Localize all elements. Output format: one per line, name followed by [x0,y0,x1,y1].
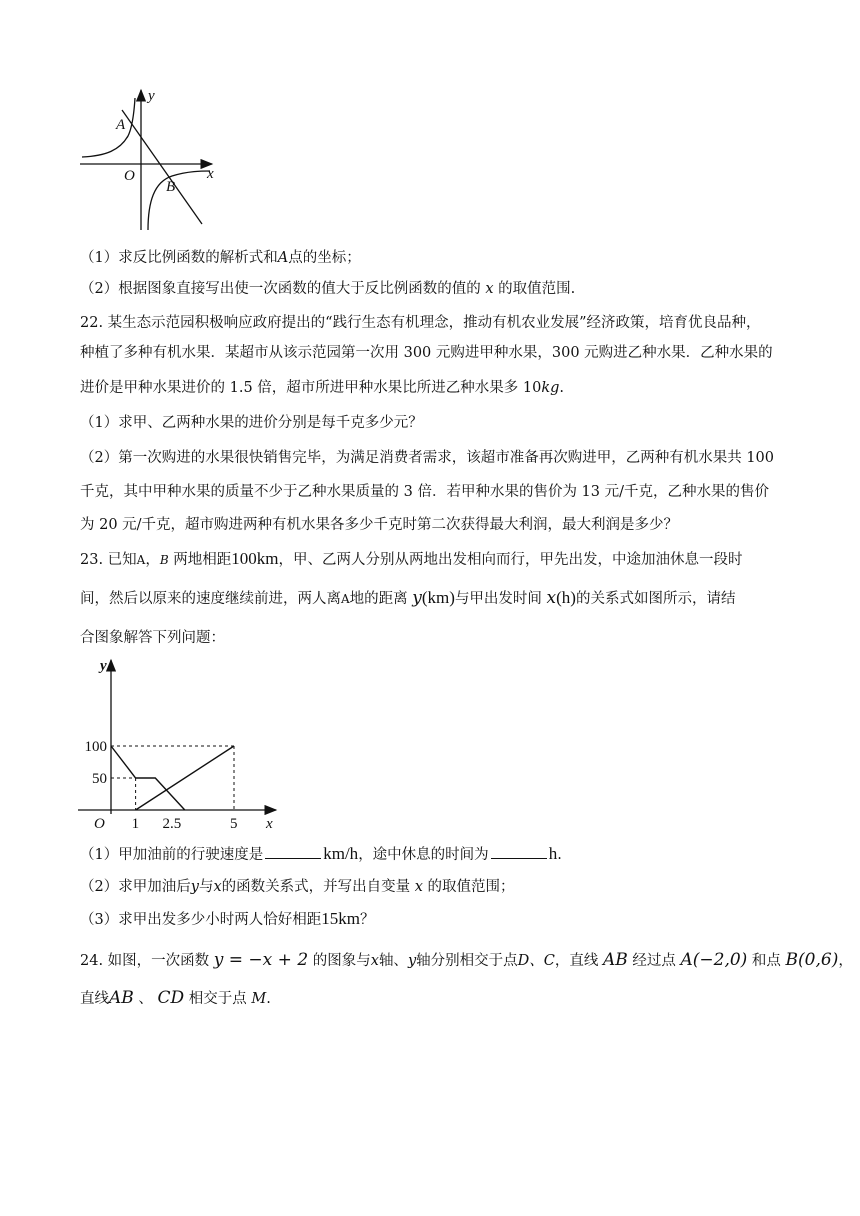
answer-blank-speed[interactable] [265,844,321,859]
q24-line1: 24. 如图，一次函数 y = −x + 2 的图象与x轴、y轴分别相交于点D、C，直线 AB 经过点 A(−2,0) 和点 B(0,6)， [80,950,853,970]
q23-line3: 合图象解答下列问题： [80,630,225,646]
linear-function-line [122,110,202,224]
chart-origin-label: O [94,816,105,832]
q23-part3: （3）求甲出发多少小时两人恰好相距15km？ [80,909,375,928]
chart-y-tick-0: 50 [92,771,107,787]
chart-x-label: x [266,816,273,832]
origin-label: O [124,168,135,184]
x-axis-label: x [207,166,214,182]
chart-x-tick-1: 2.5 [162,816,182,832]
answer-blank-rest-time[interactable] [491,844,547,859]
q22-part2-line1: （2）第一次购进的水果很快销售完毕，为满足消费者需求，该超市准备再次购进甲，乙两种有机水果共 100 [80,450,775,466]
q21-part2: （2）根据图象直接写出使一次函数的值大于反比例函数的值的 x 的取值范围. [80,281,576,297]
q24-line2: 直线AB 、 CD 相交于点 M. [80,988,271,1008]
q22-line2: 种植了多种有机水果．某超市从该示范园第一次用 300 元购进甲种水果，300 元购进乙种水果．乙种水果的 [80,345,773,361]
point-b-label: B [166,179,176,195]
q23-line1: 23. 已知A，B 两地相距100km，甲、乙两人分别从两地出发相向而行，甲先出发，中途加油休息一段时 [80,549,743,568]
q23-part1: （1）甲加油前的行驶速度是 km/h，途中休息的时间为 h. [80,844,562,863]
point-a-label: A [116,117,126,133]
chart-series-0 [111,746,185,810]
hyperbola-branch-left [82,98,135,157]
y-axis-label: y [148,88,155,104]
q22-part2-line2: 千克，其中甲种水果的质量不少于乙种水果质量的 3 倍．若甲种水果的售价为 13 元/千克，乙种水果的售价 [80,484,769,500]
chart-x-tick-0: 1 [131,816,140,832]
q23-part2: （2）求甲加油后y与x的函数关系式，并写出自变量 x 的取值范围； [80,879,515,895]
chart-y-label: y [100,658,107,674]
q22-line1: 22. 某生态示范园积极响应政府提出的“践行生态有机理念，推动有机农业发展”经济政策，培育优良品种， [80,315,761,331]
q22-part1: （1）求甲、乙两种水果的进价分别是每千克多少元？ [80,415,423,431]
figure-hyperbola [76,84,226,234]
chart-y-tick-1: 100 [84,739,107,755]
q22-line3: 进价是甲种水果进价的 1.5 倍，超市所进甲种水果比所进乙种水果多 10kg. [80,380,565,396]
q21-part1: （1）求反比例函数的解析式和A点的坐标； [80,250,361,266]
q23-line2: 间，然后以原来的速度继续前进，两人离A地的距离 y(km)与甲出发时间 x(h)的关系式如图所示，请结 [80,588,736,608]
q22-part2-line3: 为 20 元/千克，超市购进两种有机水果各多少千克时第二次获得最大利润，最大利润是多少？ [80,517,679,533]
chart-x-tick-2: 5 [230,816,238,832]
distance-time-chart [76,656,286,836]
